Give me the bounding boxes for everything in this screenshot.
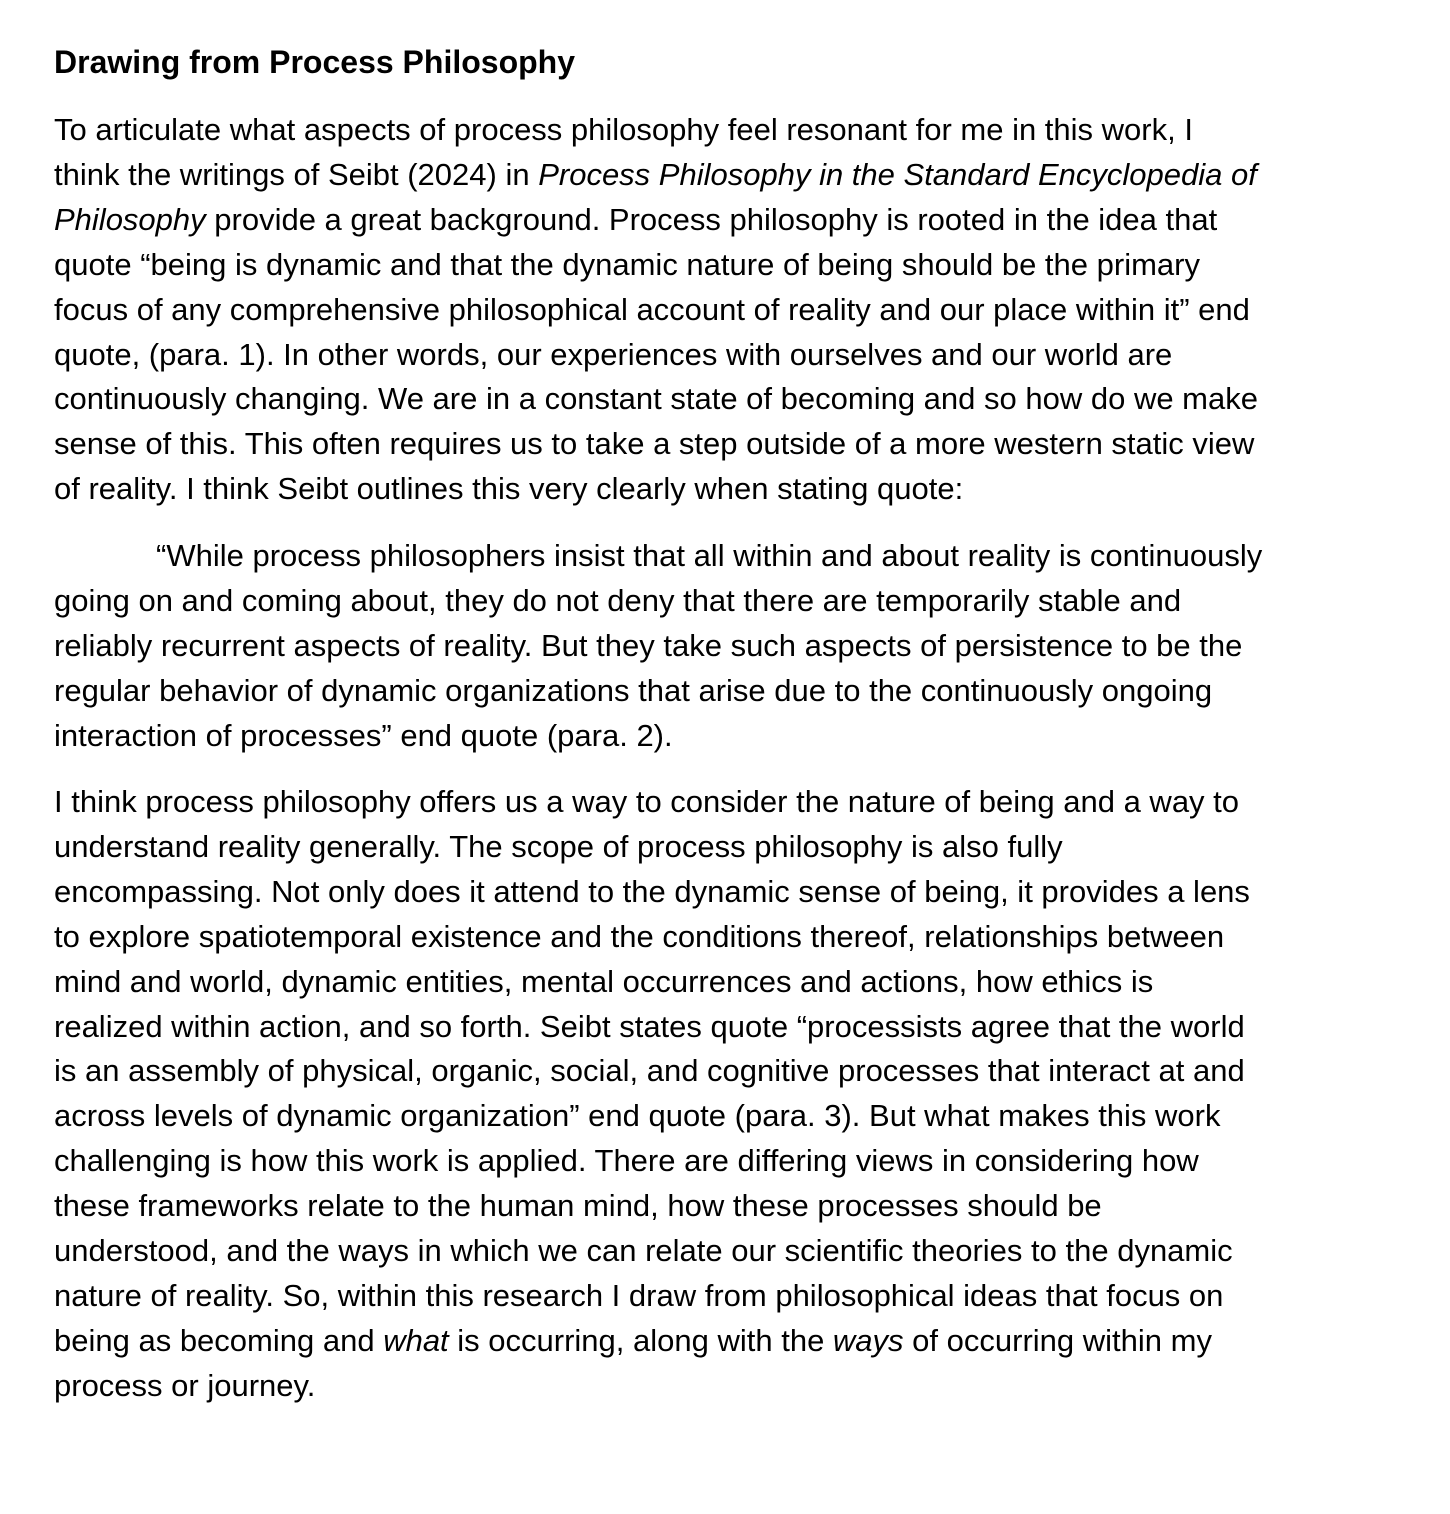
text-line: across levels of dynamic organization” end quote (para. 3). But what makes this work [54, 1098, 1221, 1134]
text-line: continuously changing. We are in a constant state of becoming and so how do we make [54, 381, 1258, 417]
text-line: realized within action, and so forth. Seibt states quote “processists agree that the world [54, 1008, 1245, 1044]
text-line: going on and coming about, they do not deny that there are temporarily stable and [54, 582, 1182, 618]
paragraph-quote [54, 534, 1404, 759]
book-title-italic: Philosophy [54, 201, 206, 237]
text-line: of reality. I think Seibt outlines this very clearly when stating quote: [54, 471, 964, 507]
text-line: quote, (para. 1). In other words, our experiences with ourselves and our world are [54, 336, 1173, 372]
text-line: process or journey. [54, 1367, 316, 1403]
text-line: I think process philosophy offers us a way to consider the nature of being and a way to [54, 784, 1240, 819]
text-line: to explore spatiotemporal existence and the conditions thereof, relationships between [54, 918, 1225, 954]
emphasis-italic: what [383, 1322, 449, 1358]
text-line: quote “being is dynamic and that the dynamic nature of being should be the primary [54, 246, 1200, 282]
text-line: nature of reality. So, within this research I draw from philosophical ideas that focus on [54, 1277, 1224, 1313]
text-line: challenging is how this work is applied. There are differing views in considering how [54, 1143, 1199, 1179]
section-heading: Drawing from Process Philosophy [54, 44, 575, 80]
book-title-italic: Process Philosophy in the Standard Encyclopedia of [538, 156, 1257, 192]
text-line: these frameworks relate to the human mind, how these processes should be [54, 1188, 1102, 1224]
paragraph-discussion [54, 780, 1404, 1409]
text-line: understood, and the ways in which we can relate our scientific theories to the dynamic [54, 1233, 1233, 1269]
text-line: regular behavior of dynamic organizations that arise due to the continuously ongoing [54, 672, 1213, 708]
text-line: mind and world, dynamic entities, mental occurrences and actions, how ethics is [54, 963, 1154, 999]
text-line: To articulate what aspects of process philosophy feel resonant for me in this work, I [54, 112, 1193, 147]
text-line: focus of any comprehensive philosophical account of reality and our place within it” end [54, 291, 1250, 327]
text-line: interaction of processes” end quote (para. 2). [54, 717, 673, 753]
text-line: encompassing. Not only does it attend to the dynamic sense of being, it provides a lens [54, 873, 1250, 909]
paragraph-intro [54, 108, 1404, 512]
text-line: reliably recurrent aspects of reality. But they take such aspects of persistence to be the [54, 627, 1243, 663]
text-line: think the writings of Seibt (2024) in Process Philosophy in the Standard Encyclopedia of [54, 156, 1257, 192]
text-line: being as becoming and what is occurring, along with the ways of occurring within my [54, 1322, 1212, 1358]
text-line: is an assembly of physical, organic, social, and cognitive processes that interact at and [54, 1053, 1245, 1089]
text-line: Philosophy provide a great background. Process philosophy is rooted in the idea that [54, 201, 1218, 237]
text-line: understand reality generally. The scope of process philosophy is also fully [54, 828, 1063, 864]
text-line: sense of this. This often requires us to take a step outside of a more western static view [54, 426, 1255, 462]
emphasis-italic: ways [832, 1322, 904, 1358]
text-line: “While process philosophers insist that all within and about reality is continuously [156, 538, 1263, 573]
